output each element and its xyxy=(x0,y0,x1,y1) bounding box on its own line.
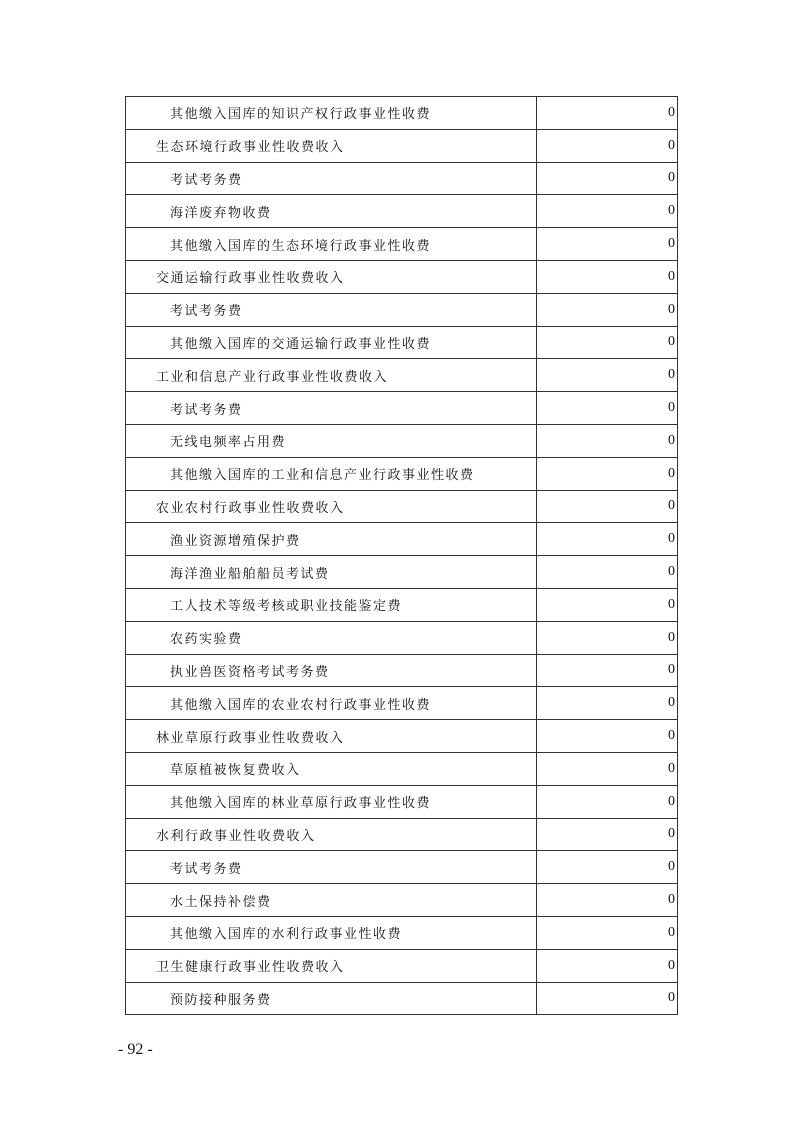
item-name-cell: 其他缴入国库的知识产权行政事业性收费 xyxy=(126,97,537,130)
table-row xyxy=(126,326,678,359)
item-value-cell: 0 xyxy=(537,97,678,130)
table-row xyxy=(126,621,678,654)
item-name-cell: 其他缴入国库的水利行政事业性收费 xyxy=(126,916,537,949)
table-row xyxy=(126,523,678,556)
table-row xyxy=(126,982,678,1015)
table-row xyxy=(126,97,678,130)
item-name-cell: 水利行政事业性收费收入 xyxy=(126,818,537,851)
item-name-cell: 工业和信息产业行政事业性收费收入 xyxy=(126,359,537,392)
revenue-table-body xyxy=(126,97,678,1015)
table-row xyxy=(126,195,678,228)
item-name-cell: 其他缴入国库的交通运输行政事业性收费 xyxy=(126,326,537,359)
item-name-cell: 生态环境行政事业性收费收入 xyxy=(126,129,537,162)
item-value-cell: 0 xyxy=(537,556,678,589)
table-row xyxy=(126,851,678,884)
item-name-cell: 卫生健康行政事业性收费收入 xyxy=(126,949,537,982)
table-row xyxy=(126,785,678,818)
table-row xyxy=(126,129,678,162)
item-name-cell: 预防接种服务费 xyxy=(126,982,537,1015)
item-name-cell: 其他缴入国库的农业农村行政事业性收费 xyxy=(126,687,537,720)
item-value-cell: 0 xyxy=(537,457,678,490)
item-value-cell: 0 xyxy=(537,621,678,654)
table-row xyxy=(126,162,678,195)
item-value-cell: 0 xyxy=(537,818,678,851)
item-value-cell: 0 xyxy=(537,916,678,949)
table-row xyxy=(126,687,678,720)
item-name-cell: 交通运输行政事业性收费收入 xyxy=(126,260,537,293)
item-name-cell: 农业农村行政事业性收费收入 xyxy=(126,490,537,523)
table-row xyxy=(126,392,678,425)
table-row xyxy=(126,720,678,753)
item-name-cell: 林业草原行政事业性收费收入 xyxy=(126,720,537,753)
item-value-cell: 0 xyxy=(537,982,678,1015)
table-row xyxy=(126,490,678,523)
item-name-cell: 考试考务费 xyxy=(126,851,537,884)
item-name-cell: 水土保持补偿费 xyxy=(126,884,537,917)
item-value-cell: 0 xyxy=(537,851,678,884)
item-value-cell: 0 xyxy=(537,293,678,326)
table-row xyxy=(126,293,678,326)
item-value-cell: 0 xyxy=(537,162,678,195)
item-name-cell: 考试考务费 xyxy=(126,162,537,195)
item-value-cell: 0 xyxy=(537,392,678,425)
table-row xyxy=(126,228,678,261)
table-row xyxy=(126,752,678,785)
item-value-cell: 0 xyxy=(537,326,678,359)
table-row xyxy=(126,916,678,949)
revenue-table xyxy=(125,96,678,1015)
item-name-cell: 其他缴入国库的林业草原行政事业性收费 xyxy=(126,785,537,818)
item-value-cell: 0 xyxy=(537,949,678,982)
item-name-cell: 工人技术等级考核或职业技能鉴定费 xyxy=(126,588,537,621)
item-value-cell: 0 xyxy=(537,490,678,523)
page-number: - 92 - xyxy=(118,1041,153,1058)
item-value-cell: 0 xyxy=(537,588,678,621)
table-row xyxy=(126,818,678,851)
item-value-cell: 0 xyxy=(537,129,678,162)
item-value-cell: 0 xyxy=(537,228,678,261)
item-name-cell: 海洋渔业船舶船员考试费 xyxy=(126,556,537,589)
item-name-cell: 无线电频率占用费 xyxy=(126,424,537,457)
item-value-cell: 0 xyxy=(537,884,678,917)
item-value-cell: 0 xyxy=(537,359,678,392)
item-name-cell: 考试考务费 xyxy=(126,293,537,326)
item-name-cell: 草原植被恢复费收入 xyxy=(126,752,537,785)
table-row xyxy=(126,949,678,982)
item-name-cell: 考试考务费 xyxy=(126,392,537,425)
table-row xyxy=(126,654,678,687)
item-name-cell: 其他缴入国库的生态环境行政事业性收费 xyxy=(126,228,537,261)
item-value-cell: 0 xyxy=(537,424,678,457)
item-value-cell: 0 xyxy=(537,523,678,556)
item-value-cell: 0 xyxy=(537,654,678,687)
item-value-cell: 0 xyxy=(537,195,678,228)
table-row xyxy=(126,556,678,589)
table-row xyxy=(126,424,678,457)
item-value-cell: 0 xyxy=(537,785,678,818)
item-name-cell: 其他缴入国库的工业和信息产业行政事业性收费 xyxy=(126,457,537,490)
item-name-cell: 海洋废弃物收费 xyxy=(126,195,537,228)
item-value-cell: 0 xyxy=(537,752,678,785)
item-value-cell: 0 xyxy=(537,687,678,720)
item-name-cell: 执业兽医资格考试考务费 xyxy=(126,654,537,687)
table-row xyxy=(126,457,678,490)
table-row xyxy=(126,260,678,293)
item-value-cell: 0 xyxy=(537,720,678,753)
table-row xyxy=(126,359,678,392)
table-row xyxy=(126,588,678,621)
item-value-cell: 0 xyxy=(537,260,678,293)
item-name-cell: 农药实验费 xyxy=(126,621,537,654)
table-row xyxy=(126,884,678,917)
item-name-cell: 渔业资源增殖保护费 xyxy=(126,523,537,556)
